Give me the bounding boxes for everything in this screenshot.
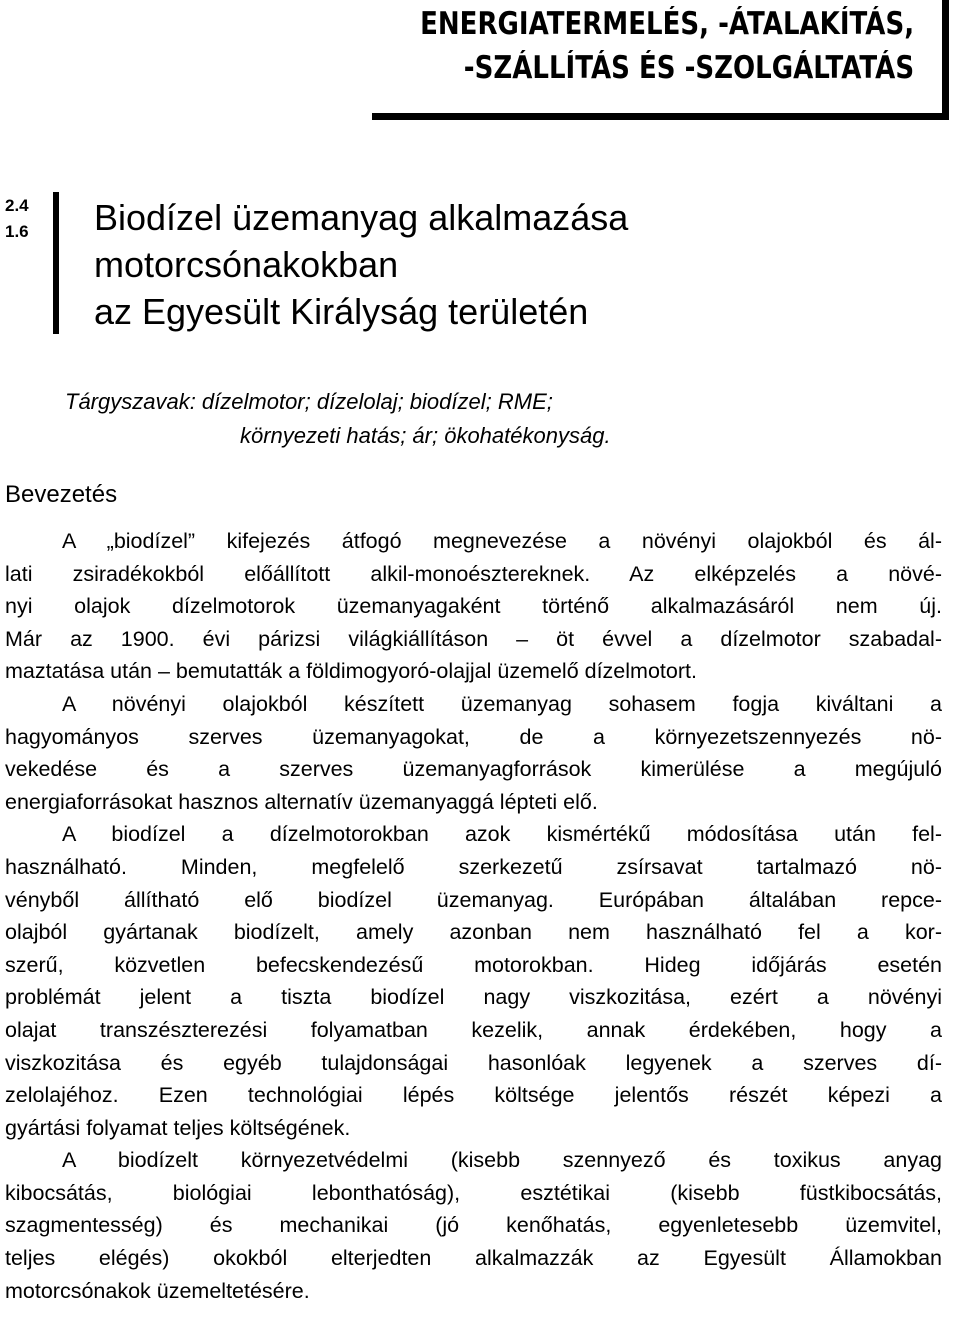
paragraph-line: vekedése és a szerves üzemanyagforrások kimerülése a megújuló xyxy=(5,757,942,782)
paragraph-line: használható. Minden, megfelelő szerkezetű zsírsavat tartalmazó nö- xyxy=(5,854,942,879)
section-number-1: 2.4 xyxy=(5,196,29,215)
paragraph-line: A növényi olajokból készített üzemanyag sohasem fogja kiváltani a xyxy=(62,691,942,716)
paragraph-line: olajból gyártanak biodízelt, amely azonban nem használható fel a kor- xyxy=(5,920,942,945)
keywords xyxy=(65,385,611,453)
paragraph-line: lati zsiradékokból előállított alkil-monoésztereknek. Az elképzelés a növé- xyxy=(5,561,942,586)
title-line-1: Biodízel üzemanyag alkalmazása xyxy=(94,197,629,238)
paragraph-line: motorcsónakok üzemeltetésére. xyxy=(5,1278,310,1303)
paragraph-line: gyártási folyamat teljes költségének. xyxy=(5,1115,351,1140)
paragraph-line: vényből állítható elő biodízel üzemanyag. Európában általában repce- xyxy=(5,887,942,912)
section-heading: Bevezetés xyxy=(5,481,118,508)
paragraph-line: olajat transzészterezési folyamatban kezelik, annak érdekében, hogy a xyxy=(5,1017,942,1042)
paragraph-line: problémát jelent a tiszta biodízel nagy viszkozitása, ezért a növényi xyxy=(5,985,942,1010)
paragraph-line: nyi olajok dízelmotorok üzemanyagaként történő alkalmazásáról nem új. xyxy=(5,594,942,619)
paragraph-line: szerű, közvetlen befecskendezésű motorokban. Hideg időjárás esetén xyxy=(5,952,942,977)
paragraph-line: teljes elégés) okokból elterjedten alkalmazzák az Egyesült Államokban xyxy=(5,1246,942,1271)
keywords-line-2: környezeti hatás; ár; ökohatékonyság. xyxy=(240,423,611,448)
paragraph xyxy=(5,525,942,688)
section-number-2: 1.6 xyxy=(5,222,29,241)
paragraph-line: kibocsátás, biológiai lebonthatóság), esztétikai (kisebb füstkibocsátás, xyxy=(5,1180,942,1205)
header-line-2: -SZÁLLÍTÁS ÉS -SZOLGÁLTATÁS xyxy=(463,50,914,86)
paragraph-line: szagmentesség) és mechanikai (jó kenőhatás, egyenletesebb üzemvitel, xyxy=(5,1213,942,1238)
paragraph-line: energiaforrásokat hasznos alternatív üzemanyaggá lépteti elő. xyxy=(5,789,598,814)
paragraph-line: viszkozitása és egyéb tulajdonságai hasonlóak legyenek a szerves dí- xyxy=(5,1050,942,1075)
title-line-2: motorcsónakokban xyxy=(94,244,399,285)
paragraph-line: Már az 1900. évi párizsi világkiállításon – öt évvel a dízelmotor szabadal- xyxy=(5,626,942,651)
article-title xyxy=(94,194,628,335)
paragraph-line: A „biodízel” kifejezés átfogó megnevezése a növényi olajokból és ál- xyxy=(62,529,942,553)
header-box xyxy=(372,0,949,120)
paragraph-line: hagyományos szerves üzemanyagokat, de a környezetszennyezés nö- xyxy=(5,724,942,749)
paragraph-line: maztatása után – bemutatták a földimogyoró-olajjal üzemelő dízelmotort. xyxy=(5,659,697,684)
paragraph xyxy=(5,688,942,818)
header-line-1: ENERGIATERMELÉS, -ÁTALAKÍTÁS, xyxy=(420,6,914,42)
title-line-3: az Egyesült Királyság területén xyxy=(94,291,589,332)
title-divider xyxy=(53,192,59,334)
paragraph xyxy=(5,818,942,1144)
body-text xyxy=(5,525,942,1307)
keywords-line-1: Tárgyszavak: dízelmotor; dízelolaj; biodízel; RME; xyxy=(65,389,553,414)
paragraph xyxy=(5,1144,942,1307)
paragraph-line: A biodízel a dízelmotorokban azok kismértékű módosítása után fel- xyxy=(62,822,942,847)
paragraph-line: zelolajéhoz. Ezen technológiai lépés költsége jelentős részét képezi a xyxy=(5,1083,942,1108)
paragraph-line: A biodízelt környezetvédelmi (kisebb szennyező és toxikus anyag xyxy=(62,1148,942,1173)
